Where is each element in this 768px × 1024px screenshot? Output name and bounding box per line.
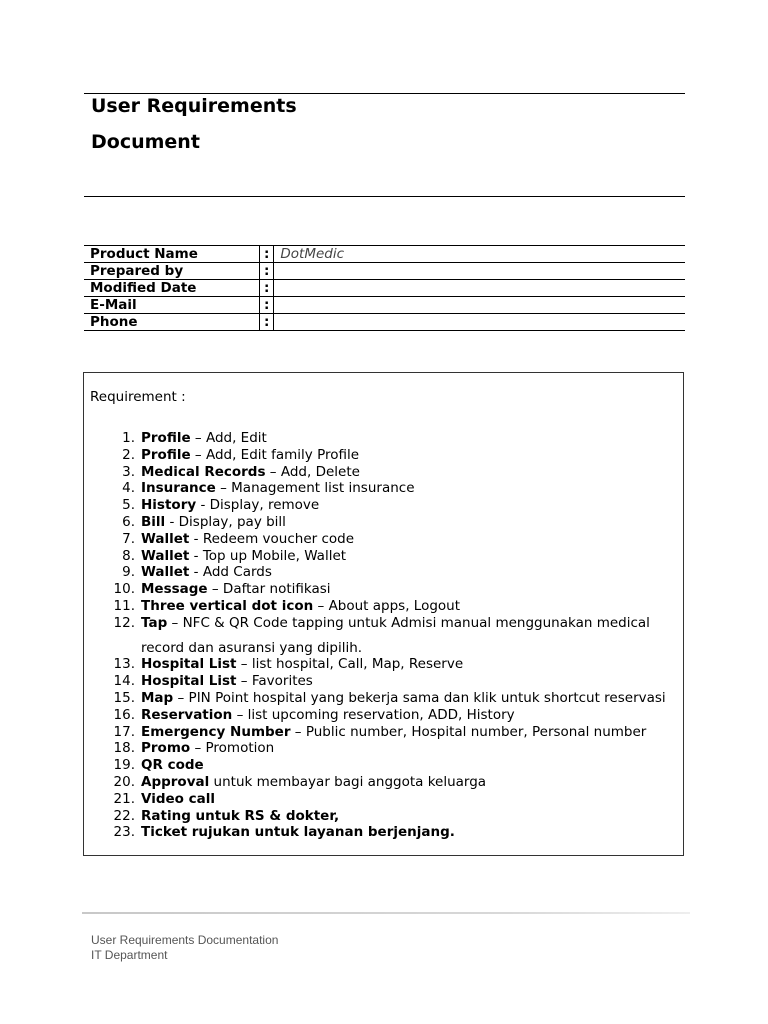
info-label: E-Mail	[84, 297, 260, 314]
requirement-number: 15.	[113, 689, 135, 706]
requirement-feature: Wallet	[141, 547, 190, 564]
requirement-number: 21.	[113, 790, 135, 807]
requirement-number: 5.	[122, 497, 135, 514]
document-title-line1: User Requirements	[91, 95, 297, 117]
requirement-feature: Message	[141, 581, 208, 598]
requirement-description: – About apps, Logout	[313, 597, 461, 614]
requirement-description: – Add, Edit family Profile	[190, 446, 360, 463]
requirement-item	[84, 824, 684, 841]
requirement-feature: Profile	[141, 446, 191, 463]
requirement-item	[84, 740, 684, 757]
requirement-item	[84, 497, 684, 514]
requirement-number: 2.	[122, 446, 135, 463]
requirement-number: 11.	[113, 597, 135, 614]
info-label: Product Name	[84, 246, 260, 263]
requirement-item	[84, 581, 684, 598]
requirement-feature: Video call	[141, 790, 215, 807]
requirement-item	[84, 598, 684, 615]
info-row	[84, 297, 685, 314]
footer-line1: User Requirements Documentation	[91, 933, 279, 947]
requirement-item	[84, 430, 684, 447]
requirement-item	[84, 447, 684, 464]
info-colon: :	[260, 263, 274, 280]
requirement-number: 3.	[122, 463, 135, 480]
requirement-feature: Wallet	[141, 564, 190, 581]
title-bottom-rule	[84, 196, 685, 197]
info-row	[84, 314, 685, 331]
requirement-description: - Add Cards	[189, 564, 272, 581]
requirement-feature: Medical Records	[141, 463, 266, 480]
footer-rule	[82, 912, 690, 914]
info-label: Prepared by	[84, 263, 260, 280]
info-value	[274, 263, 685, 280]
requirement-number: 16.	[113, 706, 135, 723]
requirement-feature: Tap	[141, 614, 168, 631]
requirement-item	[84, 656, 684, 673]
requirement-feature: Hospital List	[141, 656, 237, 673]
requirement-description: – NFC & QR Code tapping untuk Admisi manual menggunakan medical	[167, 614, 650, 631]
requirement-number: 13.	[113, 656, 135, 673]
requirement-item	[84, 690, 684, 707]
info-label: Phone	[84, 314, 260, 331]
requirement-feature: Reservation	[141, 706, 233, 723]
requirement-number: 7.	[122, 530, 135, 547]
info-colon: :	[260, 280, 274, 297]
requirement-item	[84, 531, 684, 548]
requirement-number: 9.	[122, 564, 135, 581]
requirement-feature: Map	[141, 689, 174, 706]
info-colon: :	[260, 297, 274, 314]
requirement-feature: Bill	[141, 513, 166, 530]
requirement-description: – Daftar notifikasi	[207, 581, 331, 598]
requirement-feature: Three vertical dot icon	[141, 597, 314, 614]
info-colon: :	[260, 314, 274, 331]
info-row	[84, 280, 685, 297]
requirement-description: – PIN Point hospital yang bekerja sama dan klik untuk shortcut reservasi	[173, 689, 666, 706]
requirement-description: - Top up Mobile, Wallet	[189, 547, 347, 564]
requirement-number: 14.	[113, 673, 135, 690]
requirement-description: - Redeem voucher code	[189, 530, 355, 547]
requirements-box	[83, 372, 684, 856]
requirement-feature: History	[141, 497, 197, 514]
document-title-line2: Document	[91, 131, 200, 153]
requirement-description: – Management list insurance	[215, 480, 415, 497]
requirement-item	[84, 514, 684, 531]
requirement-description-continued: record dan asuransi yang dipilih.	[141, 639, 363, 656]
requirement-description: – list hospital, Call, Map, Reserve	[236, 656, 464, 673]
requirement-description: – Favorites	[236, 673, 313, 690]
requirement-number: 12.	[113, 614, 135, 631]
requirement-item	[84, 673, 684, 690]
requirement-feature: QR code	[141, 757, 204, 774]
requirement-feature: Profile	[141, 430, 191, 446]
requirement-number: 1.	[122, 430, 135, 446]
requirement-item	[84, 808, 684, 825]
info-row	[84, 246, 685, 263]
info-value	[274, 280, 685, 297]
info-value	[274, 314, 685, 331]
requirement-feature: Ticket rujukan untuk layanan berjenjang.	[141, 824, 455, 841]
requirement-item	[84, 480, 684, 497]
requirement-description: - Display, remove	[196, 497, 320, 514]
top-rule	[84, 93, 685, 94]
requirement-number: 17.	[113, 723, 135, 740]
requirement-description: untuk membayar bagi anggota keluarga	[209, 773, 487, 790]
requirement-number: 23.	[113, 824, 135, 841]
requirement-number: 22.	[113, 807, 135, 824]
info-label: Modified Date	[84, 280, 260, 297]
requirement-item	[84, 757, 684, 774]
info-row	[84, 263, 685, 280]
requirement-number: 4.	[122, 480, 135, 497]
info-value: DotMedic	[274, 246, 685, 263]
requirement-number: 18.	[113, 740, 135, 757]
requirement-description: – Add, Edit	[190, 430, 267, 446]
requirement-item	[84, 615, 684, 657]
requirement-number: 19.	[113, 757, 135, 774]
requirement-feature: Wallet	[141, 530, 190, 547]
requirement-item	[84, 564, 684, 581]
requirement-item	[84, 464, 684, 481]
requirement-description: – Add, Delete	[265, 463, 360, 480]
info-value	[274, 297, 685, 314]
requirements-heading: Requirement :	[90, 389, 186, 405]
requirement-description: - Display, pay bill	[165, 513, 286, 530]
requirement-item	[84, 791, 684, 808]
requirements-list	[84, 430, 684, 841]
requirement-item	[84, 774, 684, 791]
requirement-feature: Approval	[141, 773, 210, 790]
info-colon: :	[260, 246, 274, 263]
requirement-feature: Emergency Number	[141, 723, 291, 740]
requirement-number: 6.	[122, 513, 135, 530]
requirement-description: – list upcoming reservation, ADD, History	[232, 706, 515, 723]
requirement-item	[84, 548, 684, 565]
requirement-feature: Promo	[141, 740, 191, 757]
requirement-item	[84, 724, 684, 741]
requirement-description: – Public number, Hospital number, Personal number	[290, 723, 647, 740]
document-info-table	[84, 245, 685, 331]
requirement-feature: Hospital List	[141, 673, 237, 690]
requirement-number: 10.	[113, 581, 135, 598]
requirement-feature: Insurance	[141, 480, 216, 497]
requirement-description: – Promotion	[190, 740, 275, 757]
requirement-number: 8.	[122, 547, 135, 564]
footer-line2: IT Department	[91, 948, 168, 962]
requirement-number: 20.	[113, 773, 135, 790]
requirement-item	[84, 707, 684, 724]
requirement-feature: Rating untuk RS & dokter,	[141, 807, 340, 824]
